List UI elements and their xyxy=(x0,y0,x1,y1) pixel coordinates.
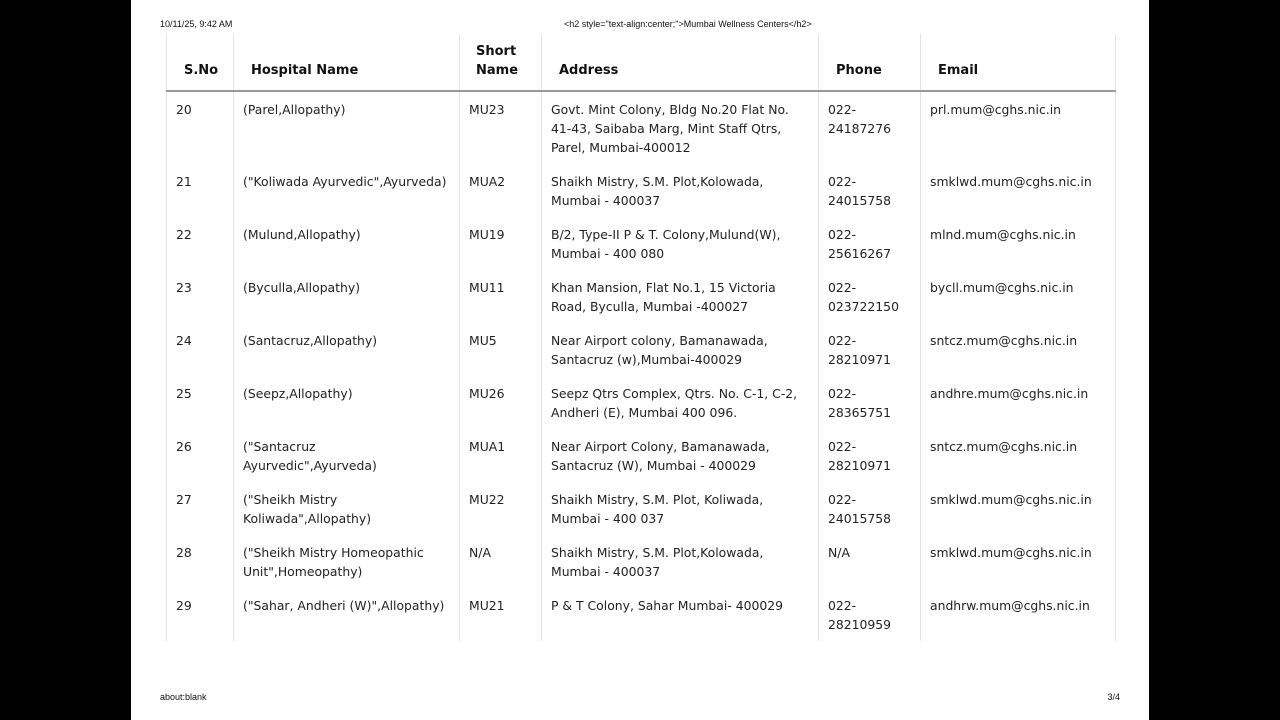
cell-email: sntcz.mum@cghs.nic.in xyxy=(921,323,1116,376)
cell-phone: 022-28210971 xyxy=(819,323,921,376)
table-row xyxy=(167,482,1116,535)
wellness-centers-table xyxy=(166,34,1116,641)
print-header-date: 10/11/25, 9:42 AM xyxy=(160,19,233,29)
cell-sno: 24 xyxy=(167,323,234,376)
cell-hospital-name: ("Santacruz Ayurvedic",Ayurveda) xyxy=(234,429,460,482)
table-header-row xyxy=(167,34,1116,91)
column-header-short-name: Short Name xyxy=(460,34,542,91)
cell-short-name: MUA2 xyxy=(460,164,542,217)
cell-short-name: MU26 xyxy=(460,376,542,429)
table-body xyxy=(167,91,1116,641)
cell-email: prl.mum@cghs.nic.in xyxy=(921,91,1116,164)
cell-hospital-name: ("Koliwada Ayurvedic",Ayurveda) xyxy=(234,164,460,217)
cell-address: Seepz Qtrs Complex, Qtrs. No. C-1, C-2, Andheri (E), Mumbai 400 096. xyxy=(542,376,819,429)
table-row xyxy=(167,535,1116,588)
cell-phone: 022-28365751 xyxy=(819,376,921,429)
cell-email: andhrw.mum@cghs.nic.in xyxy=(921,588,1116,641)
cell-sno: 28 xyxy=(167,535,234,588)
cell-short-name: N/A xyxy=(460,535,542,588)
cell-email: andhre.mum@cghs.nic.in xyxy=(921,376,1116,429)
cell-phone: 022-24187276 xyxy=(819,91,921,164)
cell-address: B/2, Type-II P & T. Colony,Mulund(W), Mumbai - 400 080 xyxy=(542,217,819,270)
table-row xyxy=(167,588,1116,641)
cell-hospital-name: ("Sahar, Andheri (W)",Allopathy) xyxy=(234,588,460,641)
cell-sno: 27 xyxy=(167,482,234,535)
cell-email: smklwd.mum@cghs.nic.in xyxy=(921,482,1116,535)
cell-address: Shaikh Mistry, S.M. Plot,Kolowada, Mumbai - 400037 xyxy=(542,164,819,217)
cell-short-name: MU11 xyxy=(460,270,542,323)
cell-phone: 022-24015758 xyxy=(819,164,921,217)
cell-hospital-name: ("Sheikh Mistry Homeopathic Unit",Homeopathy) xyxy=(234,535,460,588)
cell-address: P & T Colony, Sahar Mumbai- 400029 xyxy=(542,588,819,641)
cell-phone: 022-023722150 xyxy=(819,270,921,323)
cell-sno: 21 xyxy=(167,164,234,217)
cell-short-name: MU19 xyxy=(460,217,542,270)
cell-hospital-name: (Mulund,Allopathy) xyxy=(234,217,460,270)
cell-email: sntcz.mum@cghs.nic.in xyxy=(921,429,1116,482)
cell-hospital-name: (Seepz,Allopathy) xyxy=(234,376,460,429)
table-row xyxy=(167,91,1116,164)
print-footer-url: about:blank xyxy=(160,692,207,702)
cell-sno: 29 xyxy=(167,588,234,641)
cell-hospital-name: ("Sheikh Mistry Koliwada",Allopathy) xyxy=(234,482,460,535)
cell-address: Near Airport Colony, Bamanawada, Santacruz (W), Mumbai - 400029 xyxy=(542,429,819,482)
print-footer-page-number: 3/4 xyxy=(1107,692,1120,702)
cell-phone: 022-28210959 xyxy=(819,588,921,641)
cell-phone: N/A xyxy=(819,535,921,588)
cell-short-name: MU22 xyxy=(460,482,542,535)
print-page xyxy=(131,0,1149,720)
cell-address: Shaikh Mistry, S.M. Plot, Koliwada, Mumbai - 400 037 xyxy=(542,482,819,535)
cell-phone: 022-28210971 xyxy=(819,429,921,482)
cell-sno: 25 xyxy=(167,376,234,429)
cell-email: mlnd.mum@cghs.nic.in xyxy=(921,217,1116,270)
cell-email: smklwd.mum@cghs.nic.in xyxy=(921,164,1116,217)
column-header-hospital-name: Hospital Name xyxy=(234,34,460,91)
cell-hospital-name: (Byculla,Allopathy) xyxy=(234,270,460,323)
cell-sno: 20 xyxy=(167,91,234,164)
table-row xyxy=(167,164,1116,217)
table-row xyxy=(167,429,1116,482)
table-row xyxy=(167,376,1116,429)
cell-address: Govt. Mint Colony, Bldg No.20 Flat No. 41-43, Saibaba Marg, Mint Staff Qtrs, Parel, Mumbai-400012 xyxy=(542,91,819,164)
cell-email: smklwd.mum@cghs.nic.in xyxy=(921,535,1116,588)
cell-sno: 23 xyxy=(167,270,234,323)
cell-hospital-name: (Santacruz,Allopathy) xyxy=(234,323,460,376)
cell-short-name: MU21 xyxy=(460,588,542,641)
column-header-phone: Phone xyxy=(819,34,921,91)
cell-email: bycll.mum@cghs.nic.in xyxy=(921,270,1116,323)
table-row xyxy=(167,270,1116,323)
cell-address: Khan Mansion, Flat No.1, 15 Victoria Road, Byculla, Mumbai -400027 xyxy=(542,270,819,323)
print-header-title: <h2 style="text-align:center;">Mumbai Wellness Centers</h2> xyxy=(564,19,812,29)
cell-short-name: MU5 xyxy=(460,323,542,376)
cell-short-name: MUA1 xyxy=(460,429,542,482)
column-header-address: Address xyxy=(542,34,819,91)
cell-sno: 26 xyxy=(167,429,234,482)
cell-phone: 022-25616267 xyxy=(819,217,921,270)
table-row xyxy=(167,323,1116,376)
cell-hospital-name: (Parel,Allopathy) xyxy=(234,91,460,164)
cell-sno: 22 xyxy=(167,217,234,270)
cell-short-name: MU23 xyxy=(460,91,542,164)
table-row xyxy=(167,217,1116,270)
cell-address: Near Airport colony, Bamanawada, Santacruz (w),Mumbai-400029 xyxy=(542,323,819,376)
column-header-sno: S.No xyxy=(167,34,234,91)
cell-phone: 022-24015758 xyxy=(819,482,921,535)
column-header-email: Email xyxy=(921,34,1116,91)
cell-address: Shaikh Mistry, S.M. Plot,Kolowada, Mumbai - 400037 xyxy=(542,535,819,588)
